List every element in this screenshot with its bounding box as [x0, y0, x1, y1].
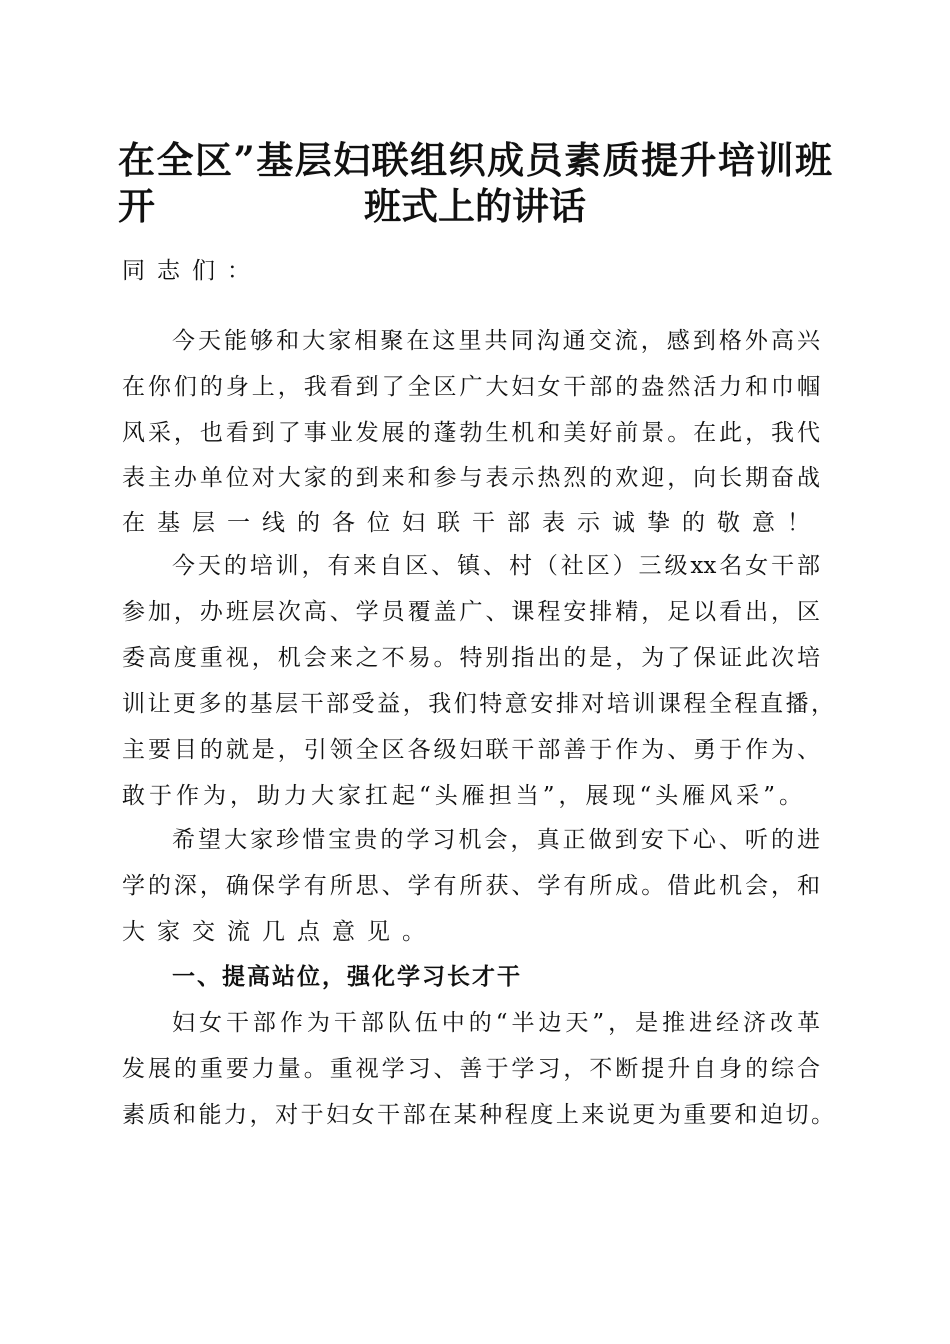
paragraph-line: 妇女干部作为干部队伍中的“半边天”，是推进经济改革: [172, 1010, 820, 1036]
paragraph-line: 今天的培训，有来自区、镇、村（社区）三级xx名女干部: [172, 553, 820, 579]
paragraph-line: 训让更多的基层干部受益，我们特意安排对培训课程全程直播，: [122, 691, 834, 717]
paragraph-line: 发展的重要力量。重视学习、善于学习，不断提升自身的综合: [122, 1056, 820, 1082]
paragraph-line: 素质和能力，对于妇女干部在某种程度上来说更为重要和迫切。: [122, 1102, 834, 1128]
paragraph-line: 在基层一线的各位妇联干部表示诚挚的敬意！: [122, 510, 822, 536]
paragraph-line: 参加，办班层次高、学员覆盖广、课程安排精，足以看出，区: [122, 599, 820, 625]
paragraph-line: 委高度重视，机会来之不易。特别指出的是，为了保证此次培: [122, 645, 820, 671]
paragraph-line: 风采，也看到了事业发展的蓬勃生机和美好前景。在此，我代: [122, 420, 820, 446]
paragraph-line: 希望大家珍惜宝贵的学习机会，真正做到安下心、听的进: [172, 827, 820, 853]
paragraph-line: 大家交流几点意见。: [122, 919, 437, 945]
salutation: 同志们：: [122, 258, 262, 284]
document-title-line-2: 班式上的讲话: [364, 184, 586, 228]
paragraph-line: 在你们的身上，我看到了全区广大妇女干部的盎然活力和巾帼: [122, 374, 820, 400]
paragraph-line: 今天能够和大家相聚在这里共同沟通交流，感到格外高兴: [172, 328, 820, 354]
document-title-line-1: 在全区”基层妇联组织成员素质提升培训班开: [118, 138, 832, 228]
paragraph-line: 学的深，确保学有所思、学有所获、学有所成。借此机会，和: [122, 873, 820, 899]
paragraph-line: 主要目的就是，引领全区各级妇联干部善于作为、勇于作为、: [122, 737, 820, 763]
paragraph-line: 表主办单位对大家的到来和参与表示热烈的欢迎，向长期奋战: [122, 465, 820, 491]
section-heading: 一、提高站位，强化学习长才干: [172, 964, 522, 990]
paragraph-line: 敢于作为，助力大家扛起“头雁担当”，展现“头雁风采”。: [122, 783, 802, 809]
